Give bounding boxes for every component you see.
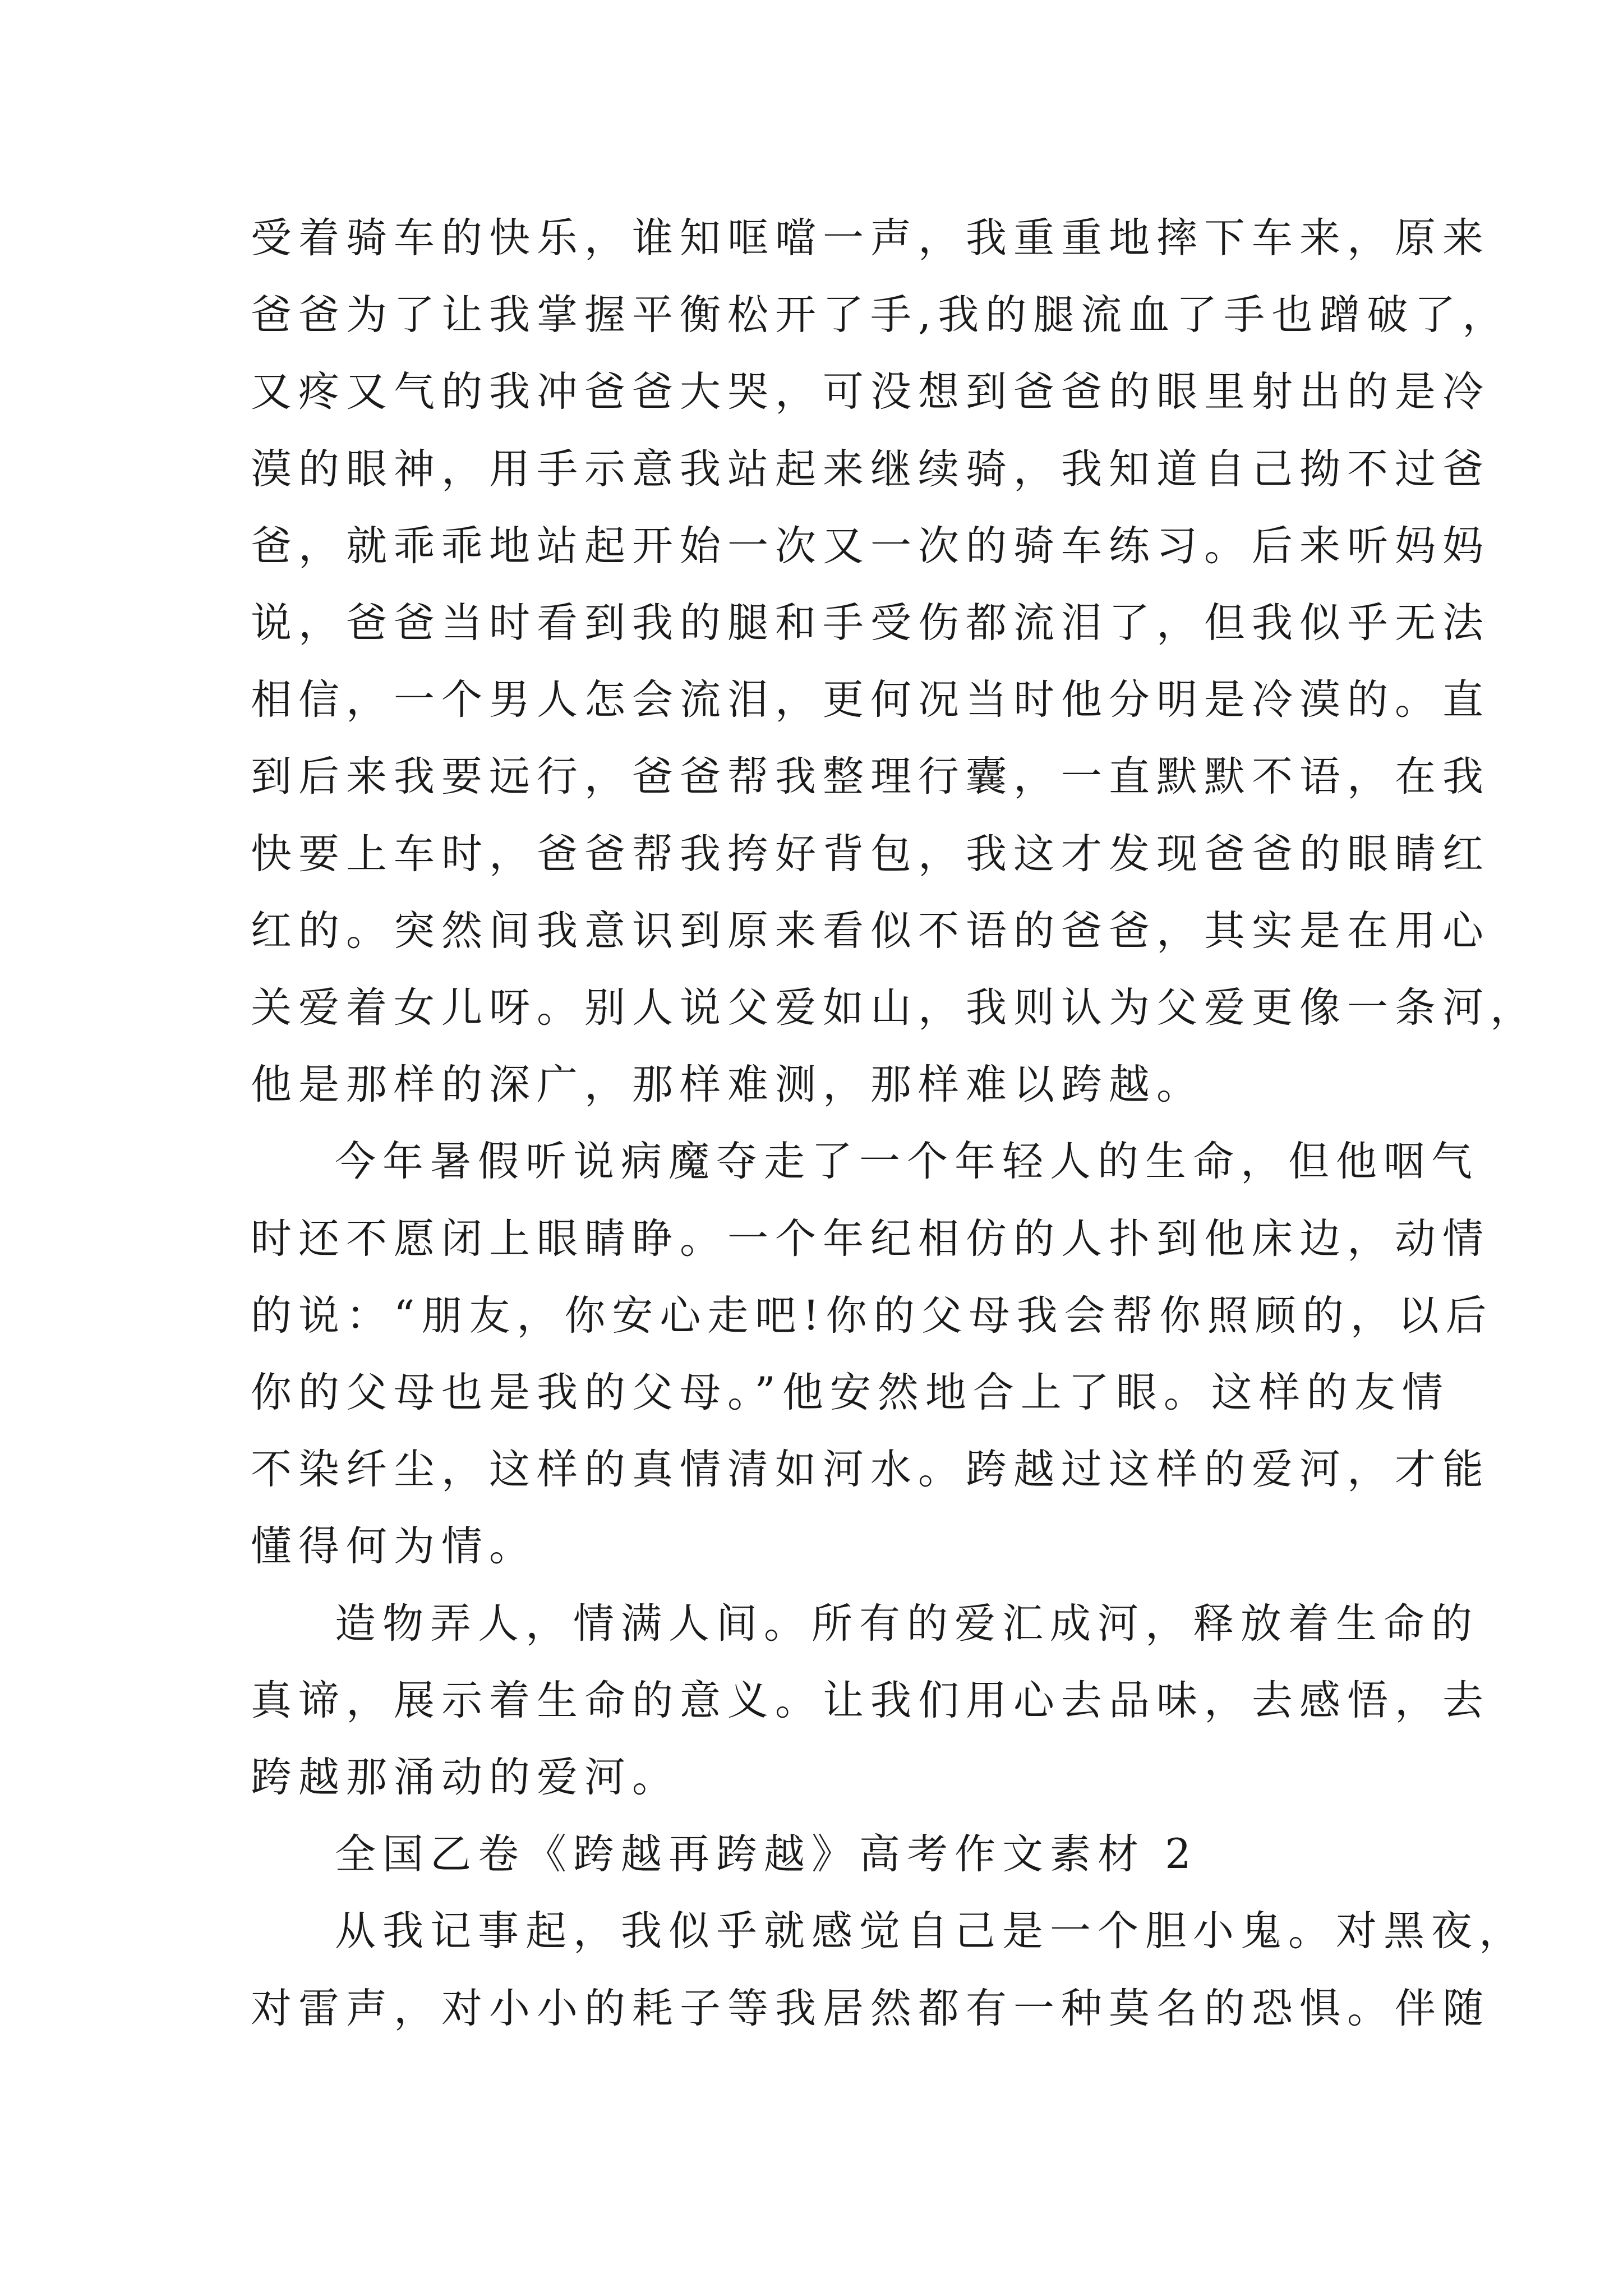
text-line: 又疼又气的我冲爸爸大哭，可没想到爸爸的眼里射出的是冷 [251, 368, 1490, 416]
text-line: 说，爸爸当时看到我的腿和手受伤都流泪了，但我似乎无法 [251, 599, 1490, 647]
paragraph-first-line: 今年暑假听说病魔夺走了一个年轻人的生命，但他咽气 [335, 1138, 1479, 1185]
text-line: 对雷声，对小小的耗子等我居然都有一种莫名的恐惧。伴随 [251, 1985, 1490, 2032]
text-line: 跨越那涌动的爱河。 [251, 1754, 680, 1801]
text-line: 受着骑车的快乐，谁知哐噹一声，我重重地摔下车来，原来 [251, 214, 1490, 262]
text-line: 他是那样的深广，那样难测，那样难以跨越。 [251, 1061, 1204, 1108]
text-line: 真谛，展示着生命的意义。让我们用心去品味，去感悟，去 [251, 1677, 1490, 1724]
text-line: 快要上车时，爸爸帮我挎好背包，我这才发现爸爸的眼睛红 [251, 830, 1490, 878]
text-line: 不染纤尘，这样的真情清如河水。跨越过这样的爱河，才能 [251, 1446, 1490, 1493]
text-line: 到后来我要远行，爸爸帮我整理行囊，一直默默不语，在我 [251, 753, 1490, 800]
text-line: 时还不愿闭上眼睛睁。一个年纪相仿的人扑到他床边，动情 [251, 1215, 1490, 1263]
text-line: 爸，就乖乖地站起开始一次又一次的骑车练习。后来听妈妈 [251, 522, 1490, 570]
text-line: 关爱着女儿呀。别人说父爱如山，我则认为父爱更像一条河， [251, 984, 1538, 1032]
text-line: 你的父母也是我的父母。”他安然地合上了眼。这样的友情 [251, 1369, 1450, 1416]
text-line: 爸爸为了让我掌握平衡松开了手,我的腿流血了手也蹭破了， [251, 291, 1510, 339]
text-line: 相信，一个男人怎会流泪，更何况当时他分明是冷漠的。直 [251, 676, 1490, 724]
text-line: 漠的眼神，用手示意我站起来继续骑，我知道自己拗不过爸 [251, 445, 1490, 493]
text-line: 红的。突然间我意识到原来看似不语的爸爸，其实是在用心 [251, 907, 1490, 955]
text-line: 懂得何为情。 [251, 1522, 537, 1570]
paragraph-first-line: 造物弄人，情满人间。所有的爱汇成河，释放着生命的 [335, 1600, 1479, 1648]
text-line: 的说：“朋友，你安心走吧!你的父母我会帮你照顾的，以后 [251, 1292, 1493, 1340]
section-heading: 全国乙卷《跨越再跨越》高考作文素材 2 [335, 1830, 1198, 1878]
paragraph-first-line: 从我记事起，我似乎就感觉自己是一个胆小鬼。对黑夜， [335, 1907, 1527, 1955]
